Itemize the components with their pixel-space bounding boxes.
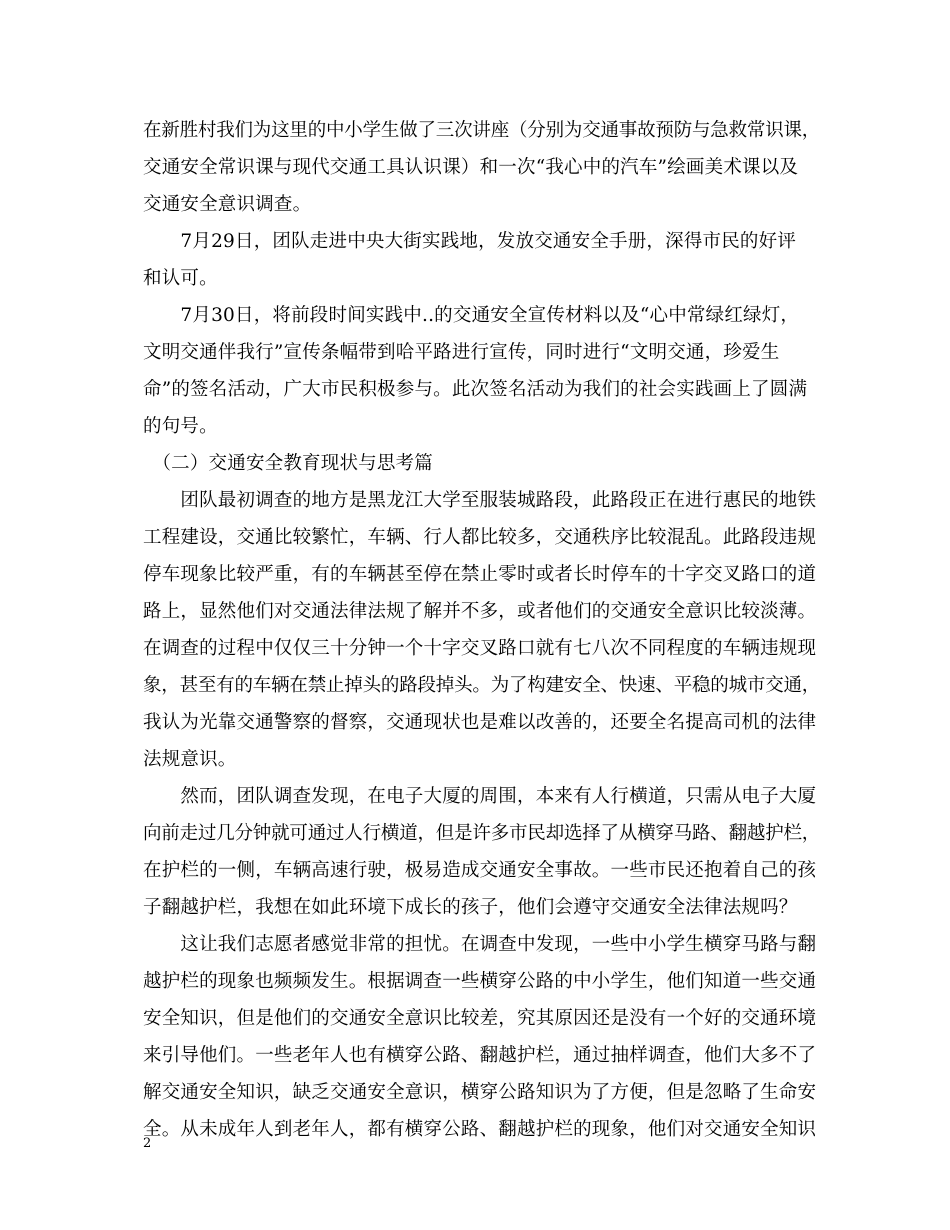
- text-line: 这让我们志愿者感觉非常的担忧。在调查中发现，一些中小学生横穿马路与翻: [143, 934, 817, 955]
- text-line: 来引导他们。一些老年人也有横穿公路、翻越护栏，通过抽样调查，他们大多不了: [143, 1045, 817, 1066]
- text-line: 停车现象比较严重，有的车辆甚至停在禁止零时或者长时停车的十字交叉路口的道: [143, 564, 817, 585]
- section-heading: （二）交通安全教育现状与思考篇: [143, 453, 433, 474]
- text-line: 向前走过几分钟就可通过人行横道，但是许多市民却选择了从横穿马路、翻越护栏，: [143, 823, 821, 844]
- text-line: 7月30日，将前段时间实践中..的交通安全宣传材料以及“心中常绿红绿灯，: [143, 305, 800, 326]
- text-line: 安全知识，但是他们的交通安全意识比较差，究其原因还是没有一个好的交通环境: [143, 1008, 817, 1029]
- text-line: 子翻越护栏，我想在如此环境下成长的孩子，他们会遵守交通安全法律法规吗？: [143, 897, 798, 918]
- text-line: 然而，团队调查发现，在电子大厦的周围，本来有人行横道，只需从电子大厦: [143, 786, 817, 807]
- text-line: 全。从未成年人到老年人，都有横穿公路、翻越护栏的现象，他们对交通安全知识: [143, 1119, 817, 1140]
- text-line: 在新胜村我们为这里的中小学生做了三次讲座（分别为交通事故预防与急救常识课，: [143, 120, 821, 141]
- text-line: 7月29日，团队走进中央大街实践地，发放交通安全手册，深得市民的好评: [143, 231, 797, 252]
- text-line: 的句号。: [143, 416, 218, 437]
- text-line: 团队最初调查的地方是黑龙江大学至服装城路段，此路段正在进行惠民的地铁: [143, 490, 817, 511]
- text-line: 和认可。: [143, 268, 218, 289]
- text-line: 路上，显然他们对交通法律法规了解并不多，或者他们的交通安全意识比较淡薄。: [143, 601, 817, 622]
- text-line: 越护栏的现象也频频发生。根据调查一些横穿公路的中小学生，他们知道一些交通: [143, 971, 817, 992]
- page-number: 2: [143, 1136, 152, 1151]
- text-line: 在护栏的一侧，车辆高速行驶，极易造成交通安全事故。一些市民还抱着自己的孩: [143, 860, 817, 881]
- text-line: 解交通安全知识，缺乏交通安全意识，横穿公路知识为了方便，但是忽略了生命安: [143, 1082, 817, 1103]
- text-line: 象，甚至有的车辆在禁止掉头的路段掉头。为了构建安全、快速、平稳的城市交通，: [143, 675, 821, 696]
- text-line: 交通安全常识课与现代交通工具认识课）和一次“我心中的汽车”绘画美术课以及: [143, 157, 799, 178]
- text-line: 工程建设，交通比较繁忙，车辆、行人都比较多，交通秩序比较混乱。此路段违规: [143, 527, 817, 548]
- text-line: 法规意识。: [143, 749, 237, 770]
- text-line: 命”的签名活动，广大市民积极参与。此次签名活动为我们的社会实践画上了圆满: [143, 379, 808, 400]
- text-line: 交通安全意识调查。: [143, 194, 312, 215]
- text-line: 文明交通伴我行”宣传条幅带到哈平路进行宣传，同时进行“文明交通，珍爱生: [143, 342, 780, 363]
- text-line: 在调查的过程中仅仅三十分钟一个十字交叉路口就有七八次不同程度的车辆违规现: [143, 638, 817, 659]
- text-line: 我认为光靠交通警察的督察，交通现状也是难以改善的，还要全名提高司机的法律: [143, 712, 817, 733]
